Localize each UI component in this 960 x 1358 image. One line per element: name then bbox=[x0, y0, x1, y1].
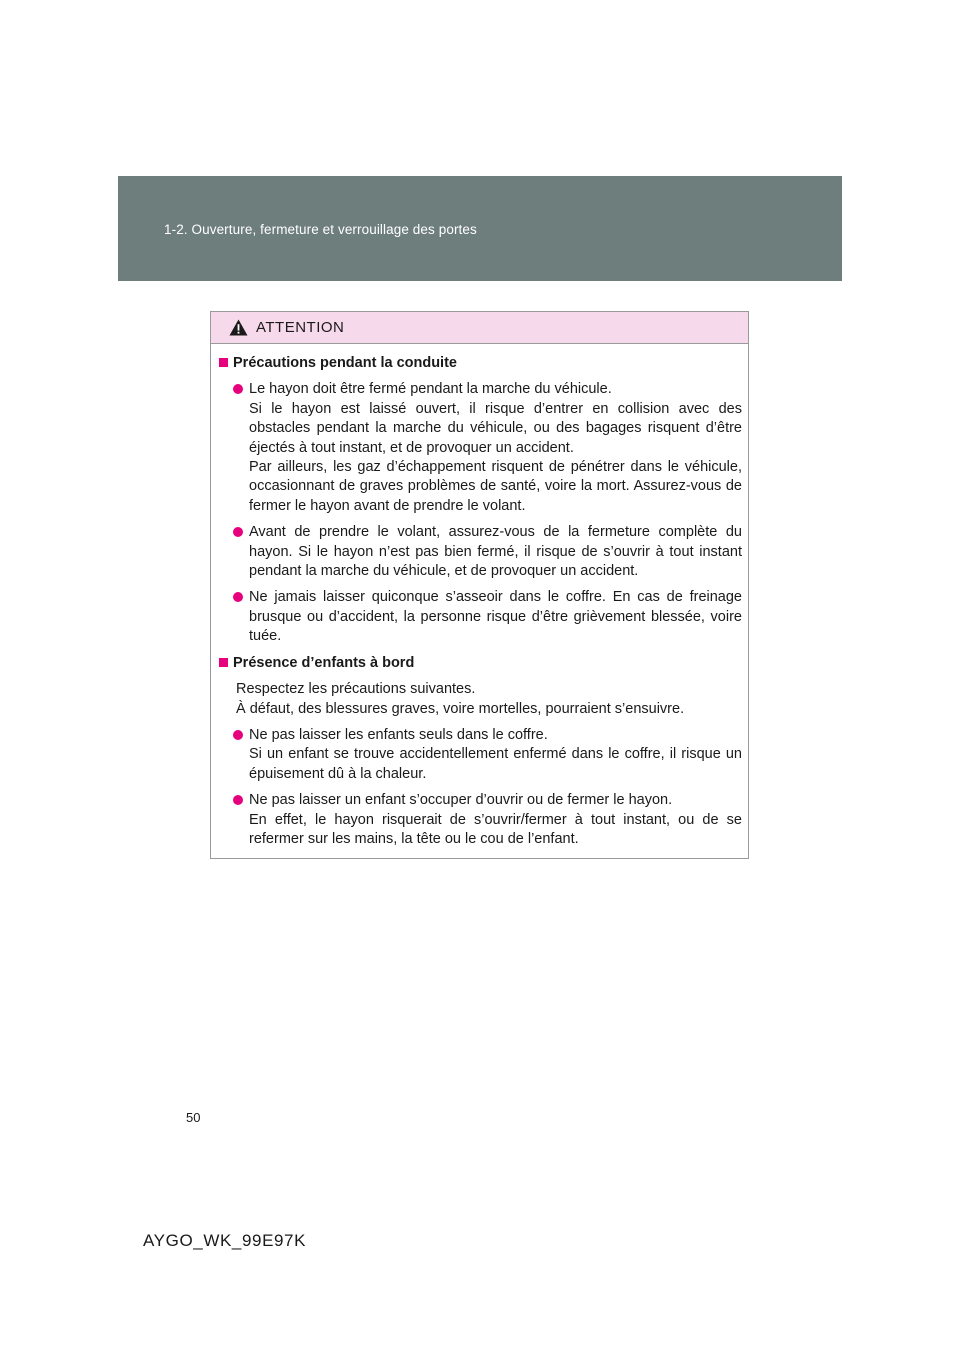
warning-label: ATTENTION bbox=[256, 319, 345, 336]
bullet-line: En effet, le hayon risquerait de s’ouvrir/fermer à tout instant, ou de se refermer sur les mains, la tête ou le cou de l’enfant. bbox=[249, 811, 742, 847]
warning-body bbox=[211, 344, 748, 849]
round-bullet-icon bbox=[233, 730, 243, 740]
round-bullet-icon bbox=[233, 527, 243, 537]
bullet-line: Avant de prendre le volant, assurez-vous de la fermeture complète du hayon. Si le hayon n’est pas bien fermé, il risque de s’ouvrir à tout instant pendant la marche du véhicule, et de provoquer un accident. bbox=[249, 524, 742, 580]
page-number: 50 bbox=[186, 1110, 201, 1125]
intro-line: À défaut, des blessures graves, voire mortelles, pourraient s’ensuivre. bbox=[236, 700, 685, 717]
list-item bbox=[217, 791, 742, 849]
list-item bbox=[217, 523, 742, 581]
round-bullet-icon bbox=[233, 384, 243, 394]
bullet-line: Ne pas laisser un enfant s’occuper d’ouvrir ou de fermer le hayon. bbox=[249, 792, 673, 809]
section-heading-text: Précautions pendant la conduite bbox=[233, 355, 457, 371]
warning-triangle-icon bbox=[229, 319, 248, 336]
section-heading bbox=[217, 354, 742, 373]
square-bullet-icon bbox=[219, 358, 228, 367]
section-intro bbox=[217, 680, 742, 719]
list-item bbox=[217, 726, 742, 784]
list-item bbox=[217, 588, 742, 646]
section-heading-text: Présence d’enfants à bord bbox=[233, 654, 415, 671]
bullet-line: Ne jamais laisser quiconque s’asseoir dans le coffre. En cas de freinage brusque ou d’accident, la personne risque d’être grièvement blessée, voire tuée. bbox=[249, 589, 742, 645]
intro-line: Respectez les précautions suivantes. bbox=[236, 681, 476, 698]
round-bullet-icon bbox=[233, 795, 243, 805]
list-item bbox=[217, 380, 742, 516]
warning-header bbox=[211, 312, 748, 344]
header-band bbox=[118, 176, 842, 281]
section-heading bbox=[217, 654, 742, 673]
document-code: AYGO_WK_99E97K bbox=[143, 1231, 307, 1250]
square-bullet-icon bbox=[219, 658, 228, 667]
bullet-line: Si un enfant se trouve accidentellement enfermé dans le coffre, il risque un épuisement dû à la chaleur. bbox=[249, 746, 742, 782]
bullet-line: Le hayon doit être fermé pendant la marche du véhicule. bbox=[249, 381, 612, 398]
bullet-line: Par ailleurs, les gaz d’échappement risquent de pénétrer dans le véhicule, occasionnant de graves problèmes de santé, voire la mort. Assurez-vous de fermer le hayon avant de prendre le volant. bbox=[249, 459, 742, 514]
round-bullet-icon bbox=[233, 592, 243, 602]
bullet-line: Si le hayon est laissé ouvert, il risque d’entrer en collision avec des obstacles pendant la marche du véhicule, ou des bagages risquent d’être éjectés à tout instant, et de provoquer un accident. bbox=[249, 400, 742, 456]
warning-box bbox=[210, 311, 749, 859]
bullet-line: Ne pas laisser les enfants seuls dans le coffre. bbox=[249, 726, 548, 743]
section-title: 1-2. Ouverture, fermeture et verrouillage des portes bbox=[164, 222, 477, 237]
